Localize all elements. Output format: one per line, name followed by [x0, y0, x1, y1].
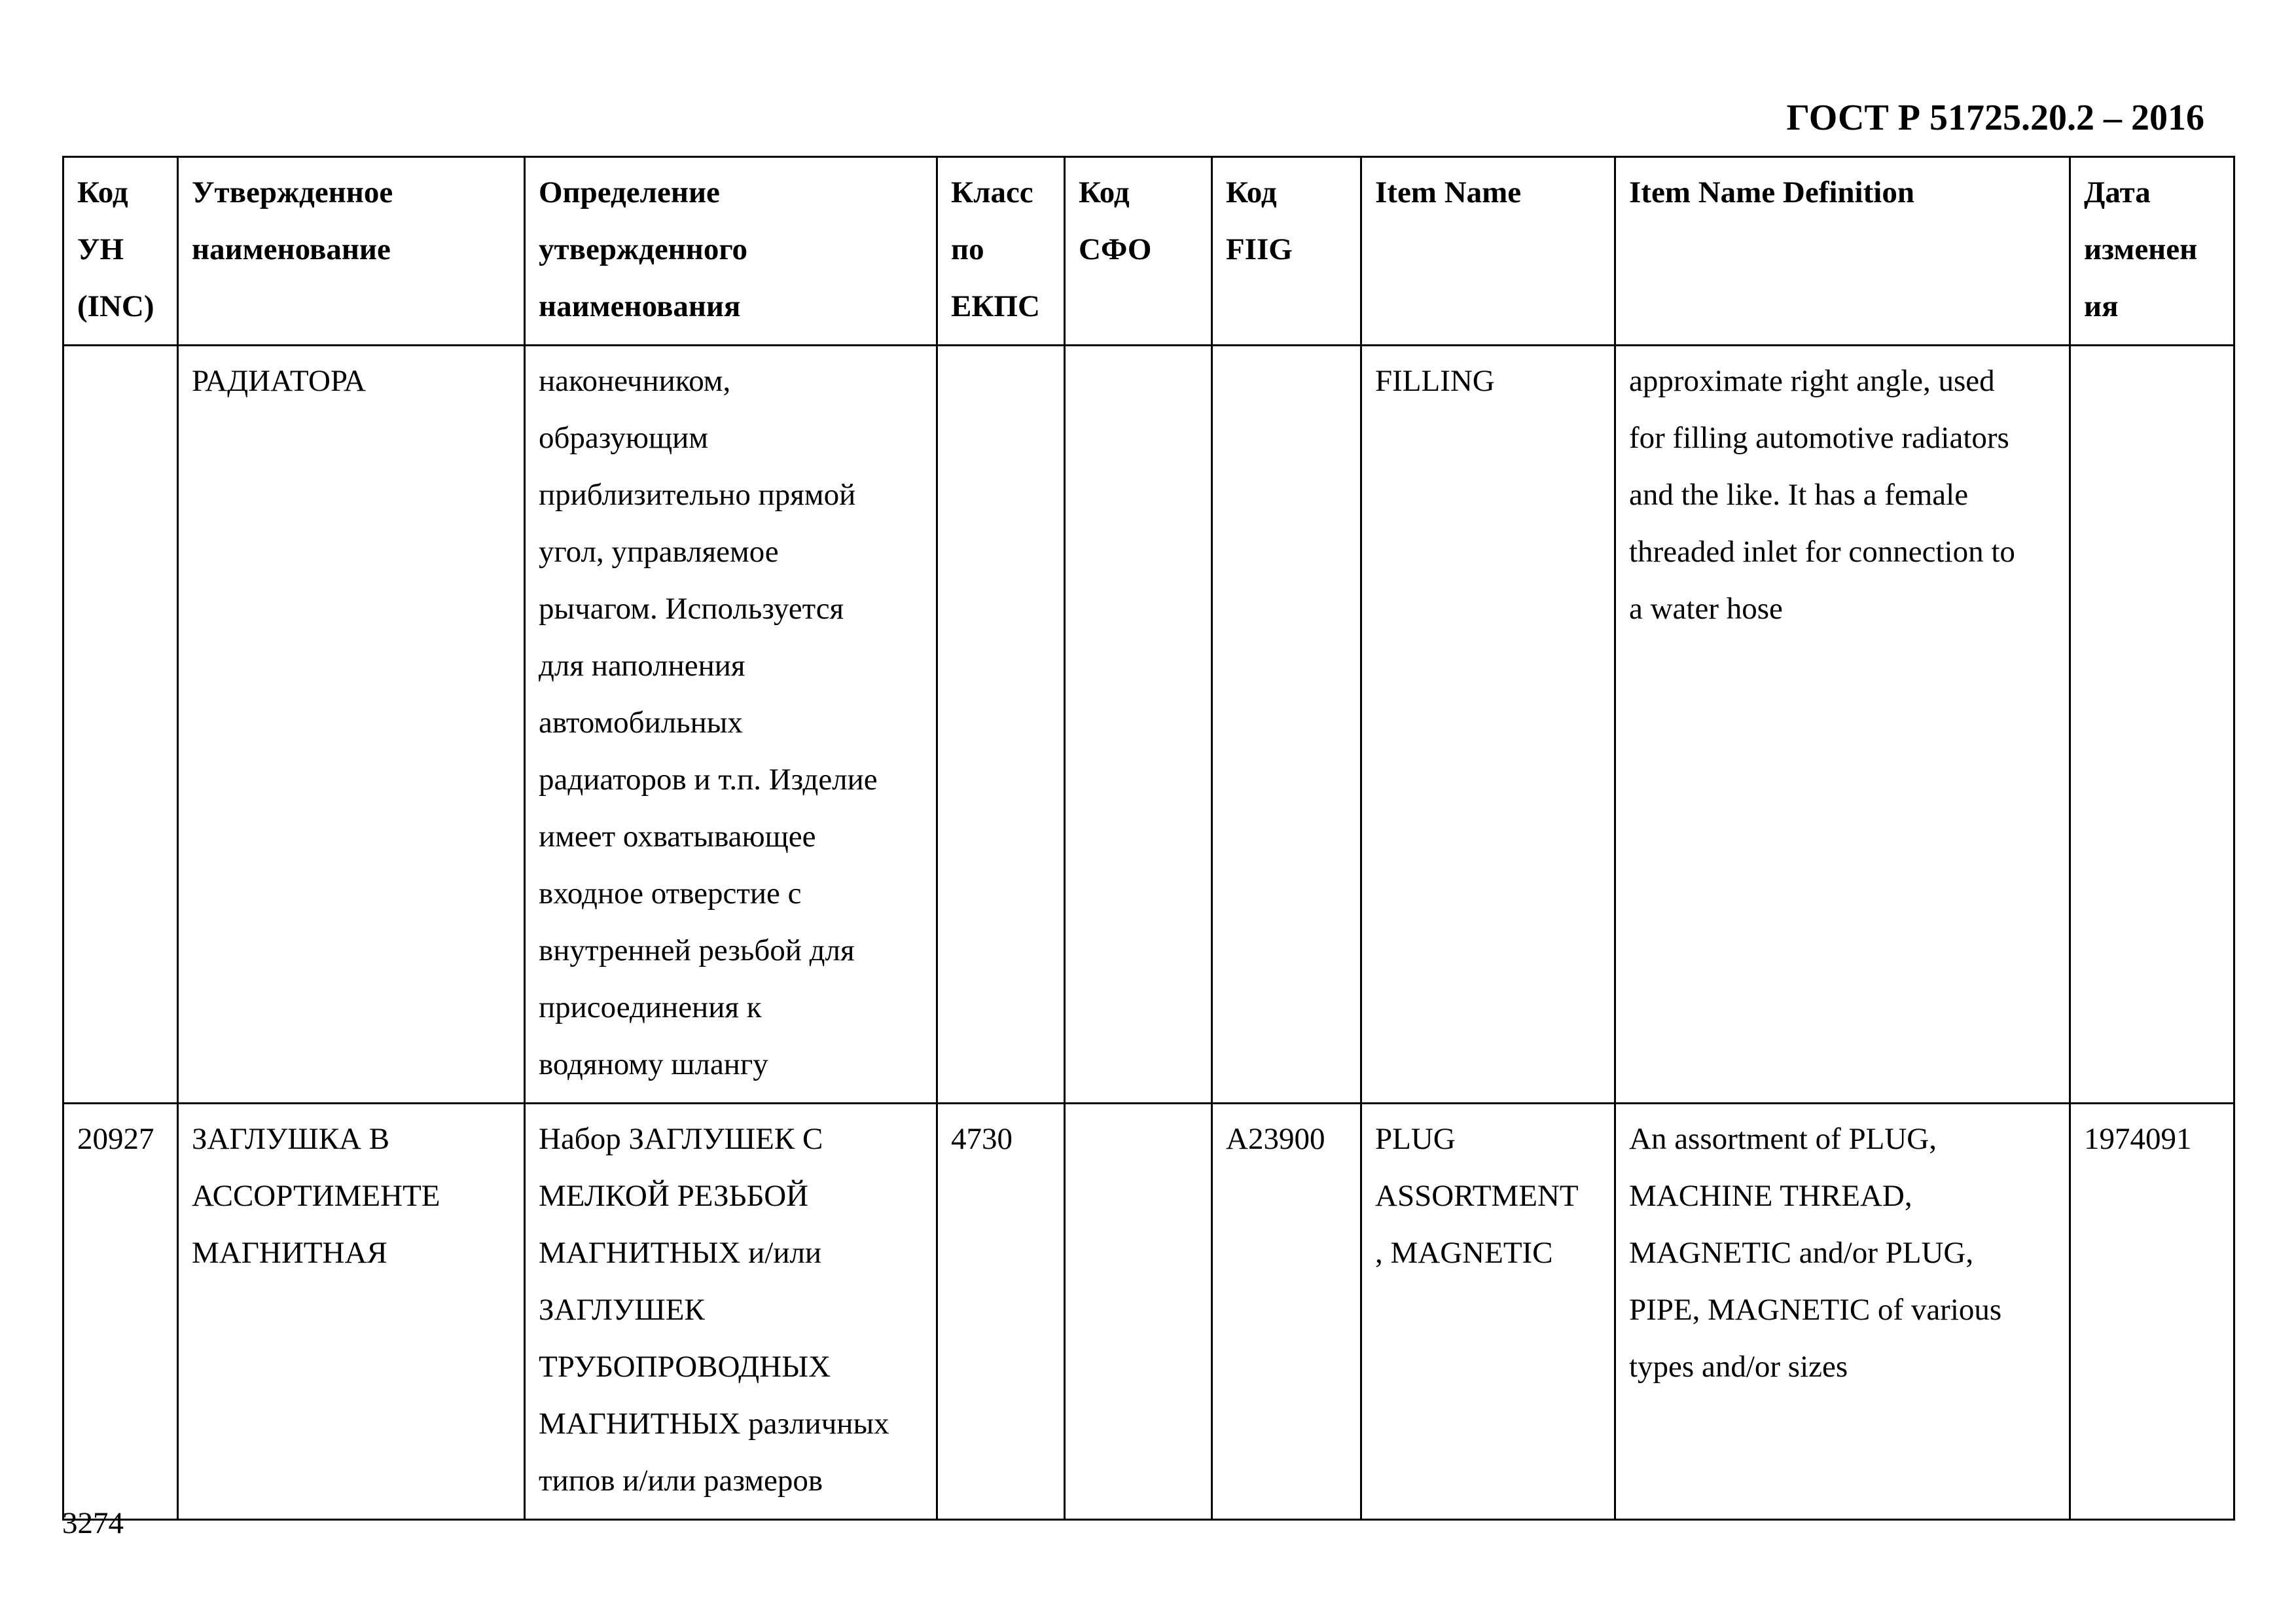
cell-definition: Набор ЗАГЛУШЕК С МЕЛКОЙ РЕЗЬБОЙ МАГНИТНЫХ и/или ЗАГЛУШЕК ТРУБОПРОВОДНЫХ МАГНИТНЫХ различных типов и/или размеров	[525, 1104, 937, 1520]
column-header-approved-name: Утвержденное наименование	[178, 157, 525, 346]
cell-approved-name: РАДИАТОРА	[178, 346, 525, 1104]
cell-approved-name: ЗАГЛУШКА В АССОРТИМЕНТЕ МАГНИТНАЯ	[178, 1104, 525, 1520]
cell-change-date	[2070, 346, 2234, 1104]
cell-item-name-definition: approximate right angle, used for filling automotive radiators and the like. It has a female threaded inlet for connection to a water hose	[1615, 346, 2070, 1104]
cell-fiig-code	[1212, 346, 1361, 1104]
column-header-item-name-definition: Item Name Definition	[1615, 157, 2070, 346]
catalog-table	[62, 156, 2235, 1521]
column-header-change-date: Дата изменен ия	[2070, 157, 2234, 346]
cell-item-name: FILLING	[1361, 346, 1615, 1104]
cell-sfo-code	[1065, 1104, 1212, 1520]
cell-ekps-class: 4730	[937, 1104, 1065, 1520]
cell-item-name-definition: An assortment of PLUG, MACHINE THREAD, MAGNETIC and/or PLUG, PIPE, MAGNETIC of various types and/or sizes	[1615, 1104, 2070, 1520]
cell-item-name: PLUG ASSORTMENT , MAGNETIC	[1361, 1104, 1615, 1520]
cell-ekps-class	[937, 346, 1065, 1104]
cell-definition: наконечником, образующим приблизительно прямой угол, управляемое рычагом. Используется для наполнения автомобильных радиаторов и т.п. Изделие имеет охватывающее входное отверстие с внутренней резьбой для присоединения к водяному шлангу	[525, 346, 937, 1104]
column-header-definition: Определение утвержденного наименования	[525, 157, 937, 346]
cell-inc	[63, 346, 178, 1104]
table-row	[63, 1104, 2234, 1520]
cell-sfo-code	[1065, 346, 1212, 1104]
column-header-inc: Код УН (INC)	[63, 157, 178, 346]
table-row	[63, 346, 2234, 1104]
column-header-sfo-code: Код СФО	[1065, 157, 1212, 346]
cell-change-date: 1974091	[2070, 1104, 2234, 1520]
column-header-item-name: Item Name	[1361, 157, 1615, 346]
column-header-ekps-class: Класс по ЕКПС	[937, 157, 1065, 346]
cell-inc: 20927	[63, 1104, 178, 1520]
cell-fiig-code: A23900	[1212, 1104, 1361, 1520]
page-number: 3274	[62, 1506, 124, 1540]
standard-designation: ГОСТ Р 51725.20.2 – 2016	[1786, 98, 2204, 138]
table-header-row	[63, 157, 2234, 346]
column-header-fiig-code: Код FIIG	[1212, 157, 1361, 346]
